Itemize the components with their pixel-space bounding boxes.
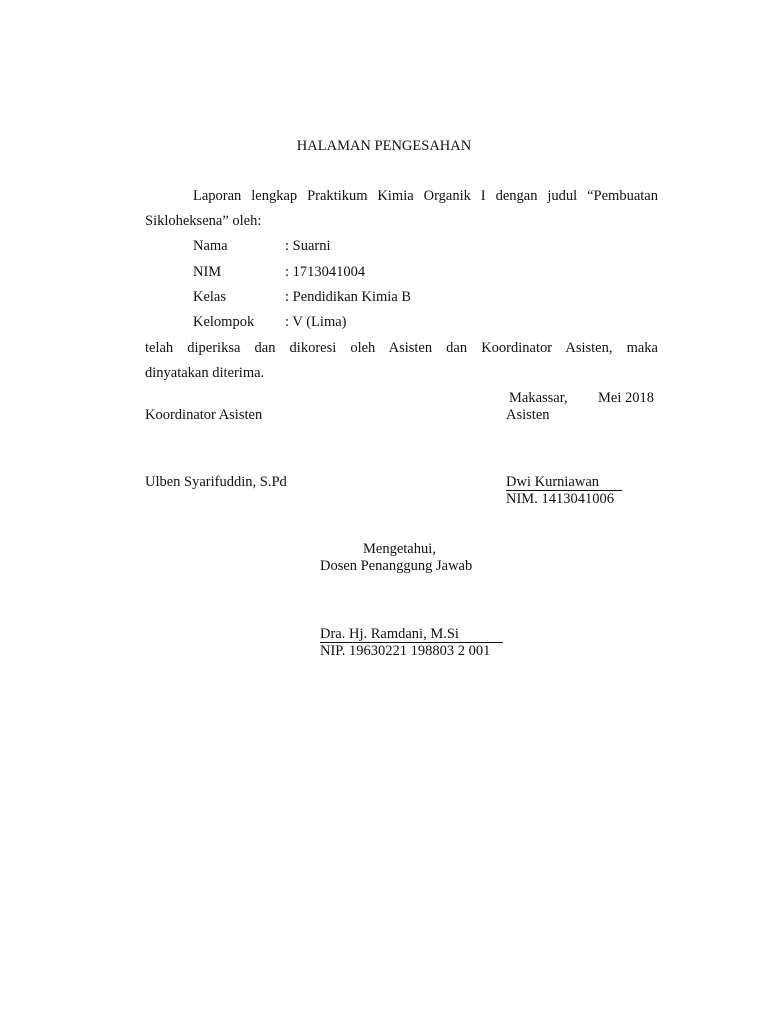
intro-line-2: Sikloheksena” oleh: [145,213,262,229]
approval-id: NIP. 19630221 198803 2 001 [320,643,491,659]
left-signer-name: Ulben Syarifuddin, S.Pd [145,474,287,490]
approval-name: Dra. Hj. Ramdani, M.Si [320,627,503,643]
body-line-2: dinyatakan diterima. [145,365,265,381]
approval-heading: Mengetahui, [363,541,436,557]
field-label-nama: Nama [193,238,228,254]
intro-line-1: Laporan lengkap Praktikum Kimia Organik I dengan judul “Pembuatan [193,188,658,204]
field-value-kelas: : Pendidikan Kimia B [285,289,412,305]
field-label-nim: NIM [193,264,222,280]
right-signer-id: NIM. 1413041006 [506,491,614,507]
place: Makassar, [509,390,568,406]
field-label-kelompok: Kelompok [193,314,255,330]
field-value-nama: : Suarni [285,238,331,254]
field-value-kelompok: : V (Lima) [285,314,347,330]
field-label-kelas: Kelas [193,289,227,305]
field-value-nim: : 1713041004 [285,264,366,280]
right-signer-role: Asisten [506,407,550,423]
left-signer-role: Koordinator Asisten [145,407,263,423]
approval-name-wrap [320,627,503,643]
date: Mei 2018 [598,390,654,406]
right-signer-name-wrap [506,475,622,491]
body-line-1: telah diperiksa dan dikoresi oleh Asisten dan Koordinator Asisten, maka [145,340,658,356]
page-title: HALAMAN PENGESAHAN [296,138,472,154]
right-signer-name: Dwi Kurniawan [506,475,622,491]
approval-role: Dosen Penanggung Jawab [320,558,473,574]
